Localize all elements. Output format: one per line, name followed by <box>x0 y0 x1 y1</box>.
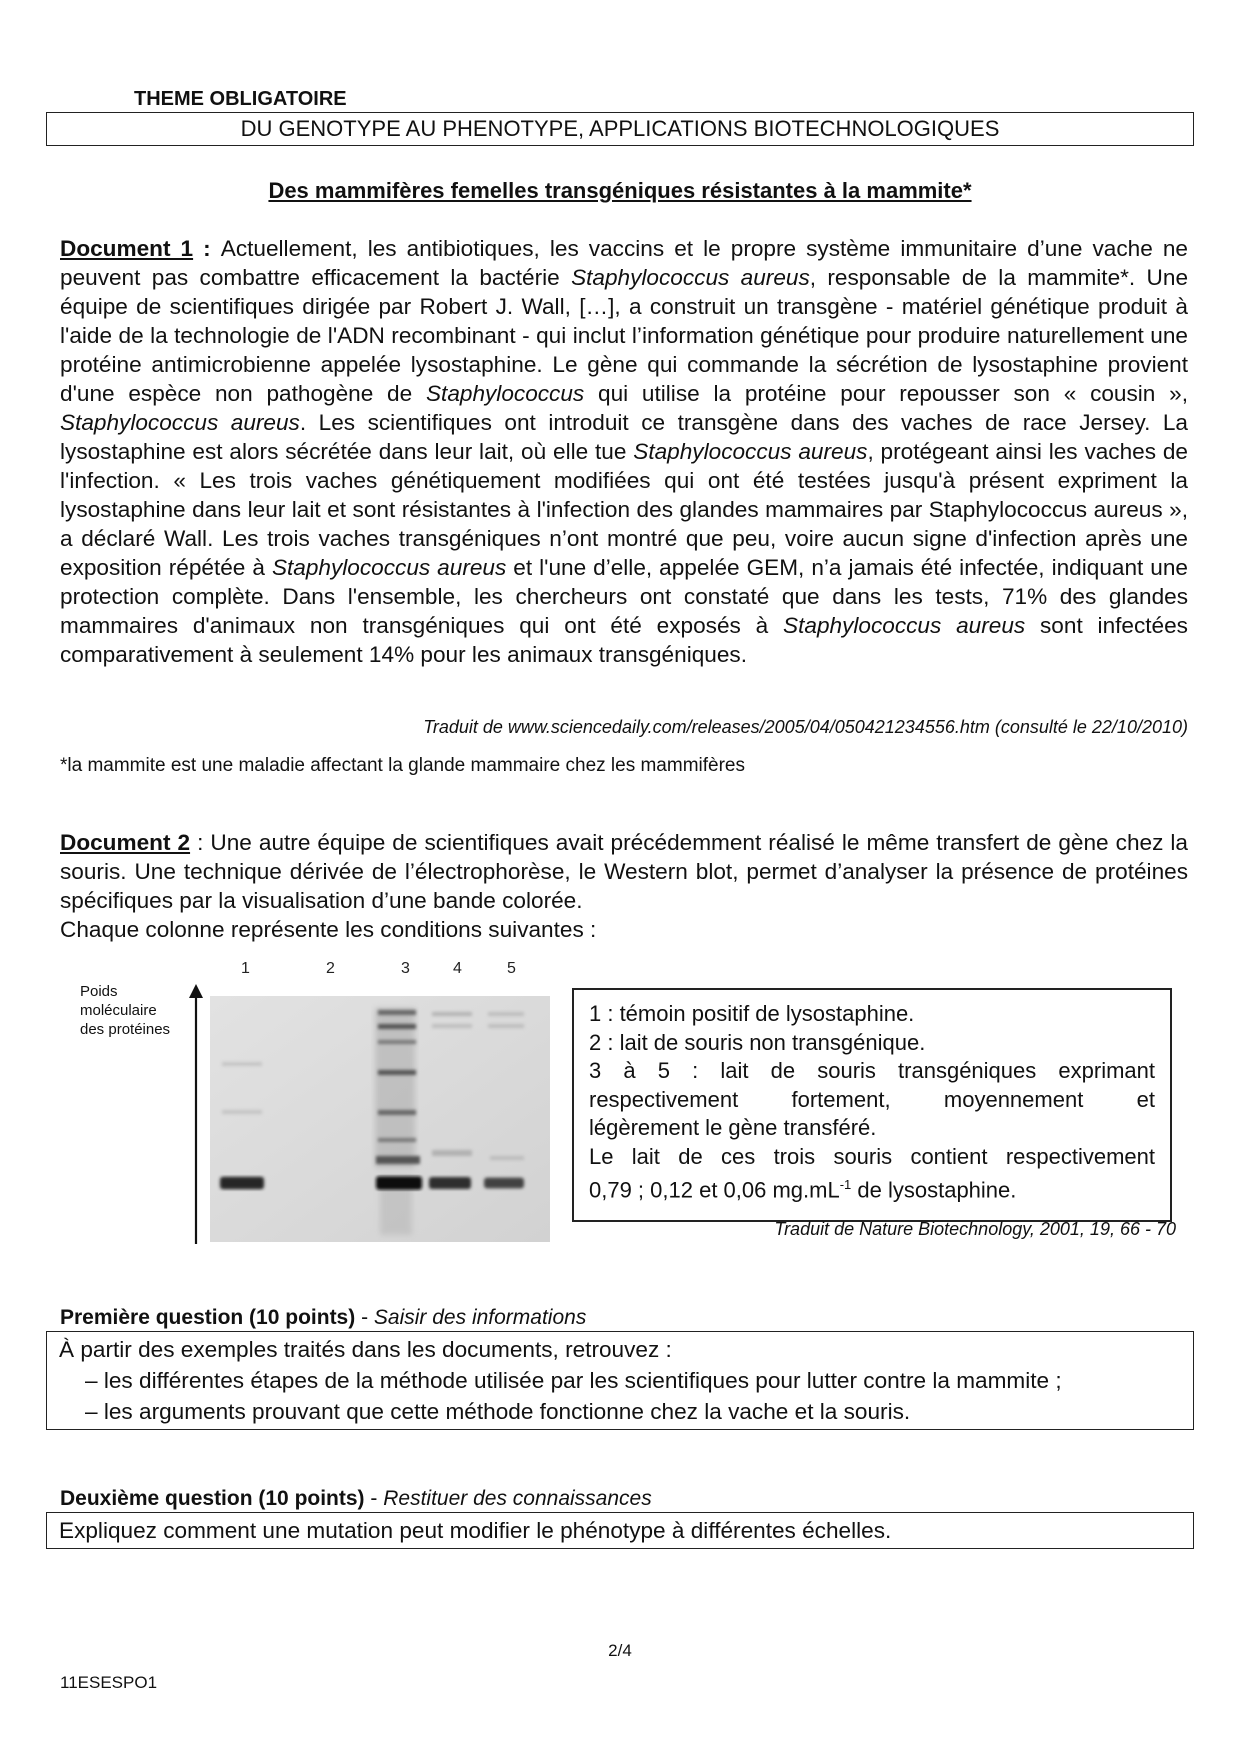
question-1-title <box>60 1306 586 1330</box>
legend-item-1: 1 : témoin positif de lysostaphine. <box>589 1001 915 1026</box>
document-1-source: Traduit de www.sciencedaily.com/releases/2005/04/050421234556.htm (consulté le 22/10/2010) <box>423 717 1188 737</box>
document-1-text: sont infectées comparativement à seulement 14% pour les animaux transgéniques. <box>60 613 1188 667</box>
axis-label-line: Poids <box>80 983 118 1000</box>
page-number: 2/4 <box>608 1641 632 1660</box>
legend-item-2: 2 : lait de souris non transgénique. <box>589 1029 926 1055</box>
page-title: Des mammifères femelles transgéniques résistantes à la mammite* <box>268 178 972 203</box>
legend-box <box>572 988 1172 1222</box>
axis-label-line: moléculaire <box>80 1002 157 1019</box>
species-name: Staphylococcus aureus <box>633 439 868 464</box>
lane-5-main-band <box>484 1178 524 1189</box>
lane-4-main-band <box>429 1177 471 1189</box>
document-2-line2: Chaque colonne représente les conditions suivantes : <box>60 917 597 942</box>
document-2 <box>60 828 1188 944</box>
lane-number: 3 <box>401 960 410 977</box>
document-1-text: , responsable de la mammite*. Une équipe de scientifiques dirigée par Robert J. Wall, […], a construit un transgène - matériel génétique produit à l'aide de la technologie de l'ADN recombinant - qui inclut l’information génétique pour produire naturellement une protéine antimicrobienne appelée lysostaphine. Le gène qui commande la sécrétion de lysostaphine provient d'une espèce non pathogène de <box>60 265 1189 406</box>
question-1-skill: Saisir des informations <box>373 1306 587 1329</box>
theme-label: THEME OBLIGATOIRE <box>134 88 347 110</box>
question-1-intro: À partir des exemples traités dans les documents, retrouvez : <box>59 1337 672 1362</box>
question-1-item: – les différentes étapes de la méthode utilisée par les scientifiques pour lutter contre la mammite ; <box>85 1368 1062 1393</box>
legend-item-3-line: 3 à 5 : lait de souris transgéniques exprimant <box>589 1058 1155 1083</box>
question-2-box <box>46 1512 1194 1549</box>
legend-item-3-end: légèrement le gène transféré. <box>589 1115 877 1140</box>
lane-3-main-band <box>376 1176 422 1190</box>
legend-item-4-line: Le lait de ces trois souris contient respectivement <box>589 1143 1155 1169</box>
question-1-item: – les arguments prouvant que cette méthode fonctionne chez la vache et la souris. <box>85 1399 911 1424</box>
figure-source: Traduit de Nature Biotechnology, 2001, 19, 66 - 70 <box>774 1219 1176 1239</box>
question-2-skill: Restituer des connaissances <box>383 1487 652 1510</box>
question-2-text: Expliquez comment une mutation peut modifier le phénotype à différentes échelles. <box>59 1518 892 1543</box>
document-1-text: Actuellement, les antibiotiques, les vaccins et le propre système immunitaire d’une vache ne peuvent pas combattre efficacement la bactérie <box>60 236 1188 290</box>
lane-number: 1 <box>241 960 250 977</box>
question-2-title-dash: - <box>364 1487 384 1510</box>
species-name: Staphylococcus aureus <box>783 613 1026 638</box>
lane-number: 5 <box>507 960 516 977</box>
lane-number: 4 <box>453 960 462 977</box>
gel-graphic <box>80 960 560 1260</box>
question-1-box <box>46 1331 1194 1430</box>
arrow-up-icon <box>189 984 203 998</box>
subject-code: 11ESESPO1 <box>60 1673 158 1692</box>
legend-item-4-end <box>589 1171 1155 1205</box>
unit-exponent: -1 <box>839 1177 852 1192</box>
lane-1-main-band <box>220 1177 264 1189</box>
document-1-text: et l'une d’elle, appelée GEM, n’a jamais été infectée, indiquant une protection complète. Dans l'ensemble, les chercheurs ont constaté que dans les tests, 71% des glandes mammaires d'animaux non transgéniques qui ont été exposés à <box>60 555 1188 638</box>
document-1-separator: : <box>193 236 221 261</box>
axis-label-line: des protéines <box>80 1021 171 1038</box>
lane-number: 2 <box>326 960 335 977</box>
western-blot-figure <box>80 960 1190 1260</box>
document-2-separator: : <box>190 830 211 855</box>
document-2-text: Une autre équipe de scientifiques avait précédemment réalisé le même transfert de gène chez la souris. Une technique dérivée de l’électrophorèse, le Western blot, permet d’analyser la présence de protéines spécifiques par la visualisation d’une bande colorée. <box>60 830 1188 913</box>
question-1-title-bold: Première question (10 points) <box>60 1306 356 1329</box>
species-name: Staphylococcus aureus <box>60 410 300 435</box>
document-1-text: , protégeant ainsi les vaches de l'infection. « Les trois vaches génétiquement modifiées qui ont été testées jusqu'à présent expriment la lysostaphine dans leur lait et sont résistantes à l'infection des glandes mammaires par Staphylococcus aureus », a déclaré Wall. Les trois vaches transgéniques n’ont montré que peu, voire aucun signe d'infection après une exposition répétée à <box>60 439 1188 580</box>
document-2-heading: Document 2 <box>60 830 191 855</box>
document-1-text: qui utilise la protéine pour repousser son « cousin », <box>584 381 1188 406</box>
question-1-title-dash: - <box>355 1306 374 1329</box>
theme-subtitle: DU GENOTYPE AU PHENOTYPE, APPLICATIONS BIOTECHNOLOGIQUES <box>240 116 1000 141</box>
document-1 <box>60 234 1188 669</box>
legend-item-3-line: respectivement fortement, moyennement et <box>589 1086 1155 1112</box>
concentration-values: 0,79 ; 0,12 et 0,06 mg.mL <box>589 1177 840 1203</box>
legend-item-4-suffix: de lysostaphine. <box>851 1177 1017 1203</box>
document-1-heading: Document 1 <box>60 236 194 261</box>
species-name: Staphylococcus aureus <box>271 555 507 580</box>
question-2-title-bold: Deuxième question (10 points) <box>60 1487 365 1510</box>
question-2-title <box>60 1487 652 1511</box>
theme-subtitle-box <box>46 112 1194 146</box>
species-name: Staphylococcus aureus <box>571 265 810 290</box>
species-name: Staphylococcus <box>425 381 585 406</box>
document-1-text: . Les scientifiques ont introduit ce transgène dans des vaches de race Jersey. La lysostaphine est alors sécrétée dans leur lait, où elle tue <box>60 410 1188 464</box>
footnote: *la mammite est une maladie affectant la glande mammaire chez les mammifères <box>60 755 745 776</box>
